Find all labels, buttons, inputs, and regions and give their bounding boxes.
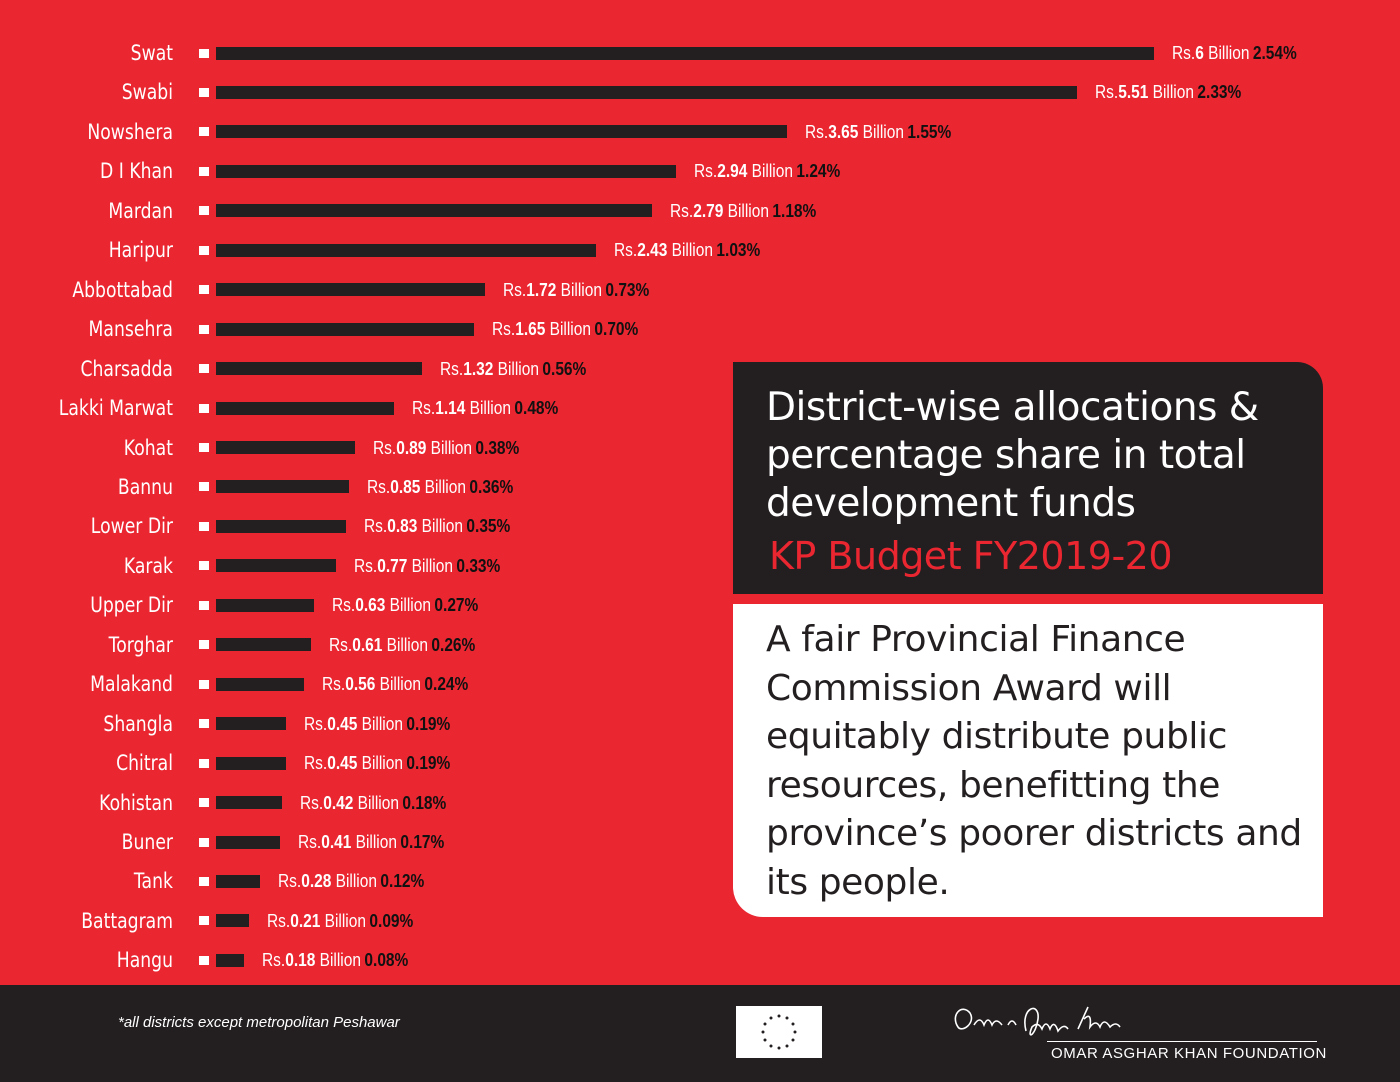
bullet-marker: [199, 206, 209, 215]
percentage-label: 0.09%: [369, 910, 414, 931]
bullet-marker: [199, 285, 209, 294]
value-number: 0.42: [322, 792, 354, 813]
bullet-marker: [199, 640, 209, 649]
value-number: 0.83: [386, 516, 418, 537]
percentage-label: 0.56%: [542, 358, 587, 379]
value-number: 0.63: [355, 595, 386, 616]
bullet-marker: [199, 246, 209, 255]
value-number: 0.21: [290, 910, 321, 931]
bar: [216, 86, 1077, 99]
category-label: Battagram: [81, 908, 173, 933]
value-number: 0.45: [327, 713, 358, 734]
bullet-marker: [199, 838, 209, 847]
category-label: Upper Dir: [90, 593, 173, 618]
bullet-marker: [199, 719, 209, 728]
bullet-marker: [199, 877, 209, 886]
data-label: Rs.0.41 Billion 0.17%: [298, 832, 445, 852]
percentage-label: 1.24%: [796, 161, 840, 182]
signature-logo: [948, 997, 1148, 1045]
bar: [216, 283, 485, 296]
bar: [216, 599, 314, 612]
bar: [216, 204, 652, 217]
percentage-label: 0.18%: [402, 792, 446, 813]
category-label: Lower Dir: [90, 514, 173, 539]
value-number: 0.61: [352, 634, 383, 655]
category-label: Lakki Marwat: [58, 396, 173, 421]
percentage-label: 1.18%: [772, 200, 817, 221]
bar: [216, 244, 596, 257]
percentage-label: 0.27%: [434, 595, 479, 616]
bar: [216, 520, 346, 533]
data-label: Rs.1.32 Billion 0.56%: [440, 358, 587, 379]
value-number: 0.89: [396, 437, 427, 458]
value-number: 6: [1195, 43, 1204, 63]
footer: [0, 985, 1400, 1082]
bar: [216, 678, 304, 691]
data-label: Rs.1.72 Billion 0.73%: [502, 279, 650, 300]
value-number: 0.45: [327, 753, 358, 774]
value-number: 1.14: [435, 398, 466, 419]
data-label: Rs.5.51 Billion 2.33%: [1095, 82, 1242, 103]
bar: [216, 954, 244, 967]
data-label: Rs.0.18 Billion 0.08%: [262, 950, 409, 971]
category-label: Torghar: [108, 632, 173, 657]
data-label: Rs.0.28 Billion 0.12%: [277, 871, 425, 892]
category-label: Chitral: [116, 751, 173, 776]
category-label: Bannu: [117, 474, 173, 499]
percentage-label: 0.73%: [605, 279, 650, 300]
percentage-label: 0.38%: [475, 437, 520, 458]
data-label: Rs.2.79 Billion 1.18%: [670, 200, 817, 221]
category-label: Buner: [121, 830, 173, 854]
bullet-marker: [199, 127, 209, 136]
value-number: 2.94: [716, 161, 747, 182]
data-label: Rs.0.61 Billion 0.26%: [329, 634, 476, 655]
bar: [216, 875, 260, 888]
eu-flag-logo: [736, 1006, 822, 1058]
data-label: Rs.0.85 Billion 0.36%: [366, 476, 514, 497]
percentage-label: 0.19%: [406, 753, 451, 774]
value-number: 0.85: [390, 476, 421, 497]
bar: [216, 757, 286, 770]
value-number: 1.65: [515, 319, 546, 340]
category-label: Abbottabad: [72, 277, 173, 302]
data-label: Rs.3.65 Billion 1.55%: [804, 121, 951, 142]
percentage-label: 0.26%: [431, 634, 476, 655]
percentage-label: 2.33%: [1197, 82, 1242, 103]
percentage-label: 0.24%: [423, 674, 468, 695]
bar: [216, 796, 282, 809]
percentage-label: 0.19%: [406, 713, 451, 734]
bullet-marker: [199, 325, 209, 334]
percentage-label: 0.70%: [594, 319, 639, 340]
data-label: Rs.0.56 Billion 0.24%: [321, 674, 468, 695]
value-number: 2.43: [637, 240, 668, 261]
bar: [216, 480, 349, 493]
bar: [216, 836, 280, 849]
value-number: 2.79: [693, 200, 724, 221]
category-label: Kohistan: [99, 790, 173, 815]
category-label: Shangla: [103, 711, 173, 736]
bar: [216, 402, 394, 415]
category-label: Charsadda: [80, 356, 173, 381]
bullet-marker: [199, 364, 209, 373]
bar: [216, 638, 311, 651]
value-number: 1.32: [463, 358, 494, 379]
category-label: Kohat: [123, 435, 173, 460]
data-label: Rs.0.77 Billion 0.33%: [354, 555, 501, 576]
footnote: *all districts except metropolitan Peshawar: [118, 1014, 400, 1031]
bar: [216, 125, 787, 138]
bar: [216, 323, 474, 336]
percentage-label: 0.35%: [466, 516, 511, 537]
percentage-label: 1.03%: [716, 240, 761, 261]
eu-stars-icon: [736, 1006, 822, 1058]
chart-subtitle: KP Budget FY2019-20: [769, 534, 1173, 578]
bar: [216, 559, 336, 572]
bullet-marker: [199, 167, 209, 176]
category-label: Malakand: [90, 672, 173, 697]
percentage-label: 0.36%: [469, 476, 514, 497]
percentage-label: 0.12%: [380, 871, 425, 892]
bar: [216, 165, 676, 178]
value-number: 5.51: [1118, 82, 1149, 103]
bullet-marker: [199, 956, 209, 965]
data-label: Rs.6 Billion 2.54%: [1172, 43, 1297, 63]
bullet-marker: [199, 759, 209, 768]
bullet-marker: [199, 680, 209, 689]
data-label: Rs.1.14 Billion 0.48%: [412, 398, 559, 419]
bullet-marker: [199, 522, 209, 531]
data-label: Rs.0.21 Billion 0.09%: [266, 910, 414, 931]
value-number: 1.72: [526, 279, 557, 300]
title-panel: [733, 362, 1323, 594]
bullet-marker: [199, 482, 209, 491]
data-label: Rs.0.89 Billion 0.38%: [373, 437, 520, 458]
category-label: Mansehra: [88, 317, 173, 342]
message-text: A fair Provincial Finance Commission Award will equitably distribute public resources, benefitting the province’s poorer districts and its people.: [766, 619, 1302, 903]
category-label: Karak: [123, 553, 173, 578]
category-label: Hangu: [116, 948, 173, 973]
value-number: 0.56: [344, 674, 375, 695]
bullet-marker: [199, 88, 209, 97]
category-label: Mardan: [108, 198, 173, 223]
bullet-marker: [199, 916, 209, 925]
signature-underline: [1047, 1041, 1317, 1042]
data-label: Rs.1.65 Billion 0.70%: [491, 319, 639, 340]
category-label: Tank: [133, 869, 173, 894]
bullet-marker: [199, 49, 209, 58]
message-panel: [733, 604, 1323, 917]
data-label: Rs.2.43 Billion 1.03%: [613, 240, 761, 261]
bar: [216, 47, 1154, 60]
category-label: Swat: [130, 41, 173, 65]
bar: [216, 914, 249, 927]
value-number: 0.28: [300, 871, 332, 892]
data-label: Rs.0.45 Billion 0.19%: [304, 753, 451, 774]
value-number: 0.77: [377, 555, 408, 576]
bar: [216, 362, 422, 375]
bullet-marker: [199, 443, 209, 452]
bullet-marker: [199, 404, 209, 413]
data-label: Rs.0.42 Billion 0.18%: [299, 792, 446, 813]
bar: [216, 717, 286, 730]
bullet-marker: [199, 601, 209, 610]
category-label: Swabi: [121, 80, 173, 105]
value-number: 0.18: [285, 950, 316, 971]
percentage-label: 0.08%: [364, 950, 409, 971]
data-label: Rs.2.94 Billion 1.24%: [693, 161, 840, 182]
category-label: Haripur: [108, 238, 173, 263]
percentage-label: 0.48%: [514, 398, 559, 419]
bar: [216, 441, 355, 454]
value-number: 3.65: [827, 121, 858, 142]
bullet-marker: [199, 561, 209, 570]
chart-title: District-wise allocations & percentage share in total development funds: [766, 385, 1259, 526]
data-label: Rs.0.63 Billion 0.27%: [332, 595, 479, 616]
category-label: Nowshera: [87, 119, 173, 144]
percentage-label: 0.17%: [400, 832, 445, 852]
bullet-marker: [199, 798, 209, 807]
percentage-label: 0.33%: [456, 555, 501, 576]
percentage-label: 1.55%: [907, 121, 951, 142]
data-label: Rs.0.83 Billion 0.35%: [363, 516, 511, 537]
category-label: D I Khan: [100, 159, 173, 184]
value-number: 0.41: [321, 832, 352, 852]
data-label: Rs.0.45 Billion 0.19%: [304, 713, 451, 734]
foundation-name: OMAR ASGHAR KHAN FOUNDATION: [1051, 1045, 1327, 1062]
percentage-label: 2.54%: [1252, 43, 1297, 63]
